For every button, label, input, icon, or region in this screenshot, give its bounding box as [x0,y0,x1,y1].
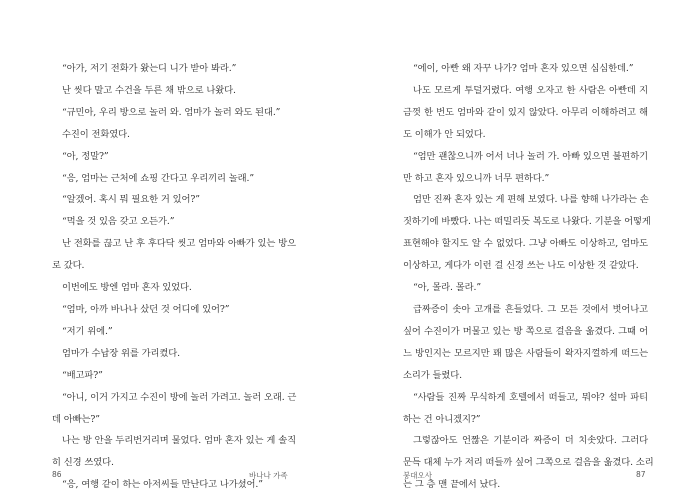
paragraph-line: 난 전화를 끊고 난 후 후다닥 씻고 엄마와 아빠가 있는 방으 [62,238,296,250]
running-title: 붕대오사 [403,471,432,480]
paragraph-line: “아, 몰라. 몰라.” [413,282,481,294]
continuation-line: 히 신경 쓰였다. [52,457,114,469]
paragraph-line: “엄만 괜찮으니까 어서 너나 놀러 가. 아빠 있으면 불편하기 [413,150,648,162]
paragraph-line: “아니, 이거 가지고 수진이 방에 놀러 가려고. 놀러 오래. 근 [62,391,297,403]
paragraph-line: “배고파?” [62,369,103,381]
paragraph-line: “응, 여행 같이 하는 아저씨들 만난다고 나가셨어.” [62,479,263,491]
paragraph-line: 수진이 전화였다. [62,128,130,140]
paragraph-line: “먹을 것 있음 갖고 오든가.” [62,216,175,228]
paragraph-line: “저기 위에.” [62,325,113,337]
page-number: 87 [636,470,646,479]
paragraph-line: 그렇잖아도 언짢은 기분이라 짜증이 더 치솟았다. 그러다 [413,435,648,447]
continuation-line: 짓하기에 바빴다. 나는 떠밀리듯 복도로 나왔다. 기분을 어떻게 [403,216,651,228]
continuation-line: 데 아빠는?” [52,413,100,425]
paragraph-line: “알겠어. 혹시 뭐 필요한 거 있어?” [62,194,200,206]
continuation-line: 표현해야 할지도 알 수 없었다. 그냥 아빠도 이상하고, 엄마도 [403,238,648,250]
continuation-line: 소리가 들렸다. [403,369,462,381]
paragraph-line: 엄만 진짜 혼자 있는 게 편해 보였다. 나를 향해 나가라는 손 [413,194,649,206]
continuation-line: 로 갔다. [52,260,85,272]
paragraph-line: “아, 정말?” [62,150,109,162]
paragraph-line: “에이, 아빤 왜 자꾸 나가? 엄마 혼자 있으면 심심한데.” [413,63,634,74]
paragraph-line: 급짜증이 솟아 고개를 흔들었다. 그 모든 것에서 벗어나고 [413,303,648,315]
continuation-line: 하는 건 아니겠지?” [403,413,481,425]
continuation-line: 는 그 층 맨 끝에서 났다. [403,479,501,491]
continuation-line: 금껏 한 번도 엄마와 같이 있지 않았다. 아무리 이해하려고 해 [403,106,648,118]
paragraph-line: “규민아, 우리 방으로 놀러 와. 엄마가 놀러 와도 된대.” [62,106,281,118]
left-page-body [52,58,296,496]
paragraph-line: 이번에도 방엔 엄마 혼자 있었다. [62,282,192,294]
continuation-line: 느 방인지는 모르지만 꽤 많은 사람들이 왁자지껄하게 떠드는 [403,347,648,359]
continuation-line: 도 이해가 안 되었다. [403,128,486,140]
paragraph-line: 나는 방 안을 두리번거리며 물었다. 엄마 혼자 있는 게 솔직 [62,435,296,447]
paragraph-line: “아가, 저기 전화가 왔는디 니가 받아 봐라.” [62,63,237,74]
page-number: 86 [52,470,62,479]
paragraph-line: “사람들 진짜 무식하게 호텔에서 떠들고, 뭐야? 설마 파티 [413,391,648,403]
paragraph-line: “엄마, 아까 바나나 샀던 것 어디에 있어?” [62,303,230,315]
right-page-body [403,58,654,496]
paragraph-line: 난 씻다 말고 수건을 두른 채 밖으로 나왔다. [62,84,236,96]
continuation-line: 문득 대체 누가 저리 떠들까 싶어 그쪽으로 걸음을 옮겼다. 소리 [403,457,654,469]
paragraph-line: 엄마가 수납장 위를 가리켰다. [62,347,180,359]
paragraph-line: 나도 모르게 투덜거렸다. 여행 오자고 한 사람은 아빤데 지 [413,84,648,96]
right-page [350,0,700,503]
paragraph-line: “응, 엄마는 근처에 쇼핑 간다고 우리끼리 놀래.” [62,172,255,184]
continuation-line: 싶어 수진이가 머물고 있는 방 쪽으로 걸음을 옮겼다. 그때 어 [403,325,648,337]
running-title: 바나나 가족 [249,471,288,480]
continuation-line: 이상하고, 게다가 이런 걸 신경 쓰는 나도 이상한 것 같았다. [403,260,639,272]
continuation-line: 만 하고 혼자 있으니까 너무 편하다.” [403,172,550,184]
